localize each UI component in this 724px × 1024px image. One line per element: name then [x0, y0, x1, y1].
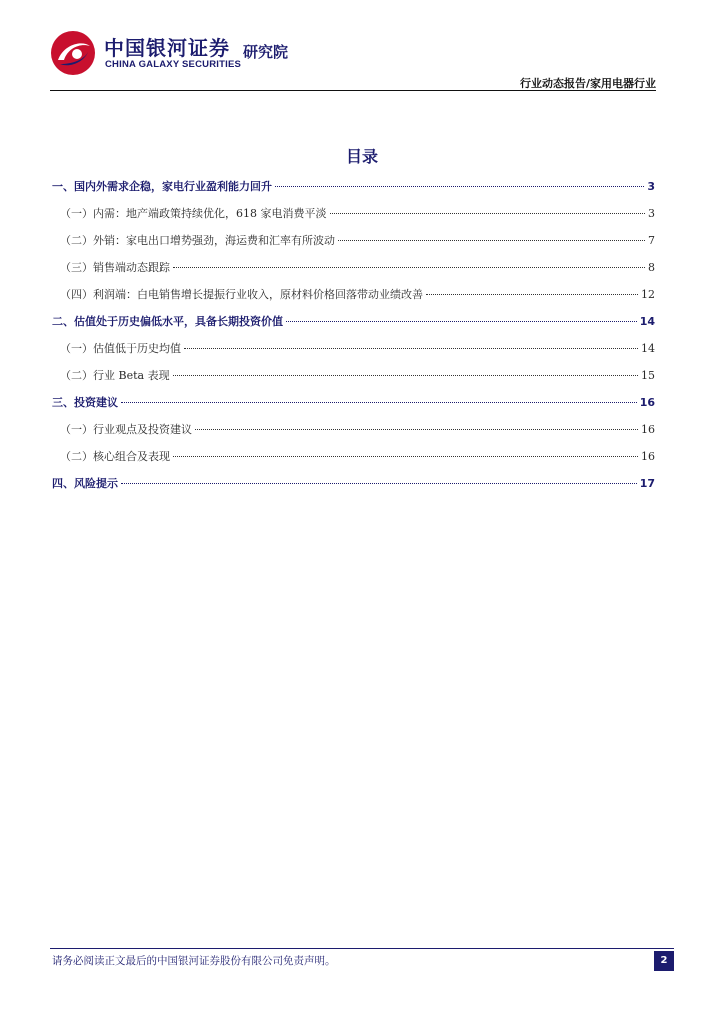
toc-entry-title: 三、投资建议	[52, 396, 118, 409]
toc-dot-leader	[338, 240, 645, 241]
toc-entry[interactable]	[52, 367, 655, 394]
toc-entry-page: 16	[641, 423, 655, 436]
toc-entry[interactable]	[52, 421, 655, 448]
toc-dot-leader	[184, 348, 638, 349]
toc-entry-page: 16	[641, 450, 655, 463]
toc-entry-title: 四、风险提示	[52, 477, 118, 490]
footer-divider	[50, 948, 674, 949]
toc-entry[interactable]	[52, 313, 655, 340]
toc-entry-title: （四）利润端：白电销售增长提振行业收入，原材料价格回落带动业绩改善	[60, 288, 423, 301]
toc-entry[interactable]	[52, 232, 655, 259]
toc-title: 目录	[345, 147, 378, 166]
toc-dot-leader	[121, 483, 637, 484]
galaxy-logo-icon	[50, 30, 96, 76]
page-number: 2	[654, 951, 674, 971]
toc-dot-leader	[173, 375, 638, 376]
toc-entry[interactable]	[52, 259, 655, 286]
toc-entry-title: （一）内需：地产端政策持续优化，618 家电消费平淡	[60, 207, 327, 220]
toc-entry-page: 16	[639, 396, 655, 409]
toc-entry-page: 8	[648, 261, 655, 274]
toc-entry-title: （二）行业 Beta 表现	[60, 369, 170, 382]
toc-entry[interactable]	[52, 205, 655, 232]
logo-english-name: CHINA GALAXY SECURITIES	[105, 59, 242, 70]
toc-entry[interactable]	[52, 394, 655, 421]
toc-entry[interactable]	[52, 475, 655, 502]
institute-label: 研究院	[243, 43, 289, 61]
toc-entry-title: （三）销售端动态跟踪	[60, 261, 170, 274]
table-of-contents	[52, 178, 655, 502]
toc-entry-title: 二、估值处于历史偏低水平，具备长期投资价值	[52, 315, 283, 328]
toc-entry-page: 14	[641, 342, 655, 355]
toc-entry-page: 14	[639, 315, 655, 328]
toc-entry-page: 3	[647, 180, 655, 193]
toc-dot-leader	[173, 456, 638, 457]
toc-entry-title: （二）外销：家电出口增势强劲，海运费和汇率有所波动	[60, 234, 335, 247]
toc-entry-page: 17	[639, 477, 655, 490]
toc-dot-leader	[286, 321, 637, 322]
toc-entry[interactable]	[52, 286, 655, 313]
footer-disclaimer: 请务必阅读正文最后的中国银河证券股份有限公司免责声明。	[52, 955, 336, 967]
toc-entry-title: （二）核心组合及表现	[60, 450, 170, 463]
logo-chinese-name: 中国银河证券	[104, 36, 230, 60]
company-logo	[50, 30, 310, 76]
toc-entry-page: 3	[648, 207, 655, 220]
toc-entry-title: （一）估值低于历史均值	[60, 342, 181, 355]
report-category: 行业动态报告/家用电器行业	[519, 77, 656, 90]
toc-entry[interactable]	[52, 178, 655, 205]
toc-entry[interactable]	[52, 448, 655, 475]
toc-dot-leader	[173, 267, 645, 268]
header-divider	[50, 90, 656, 91]
toc-entry[interactable]	[52, 340, 655, 367]
toc-entry-page: 12	[641, 288, 655, 301]
toc-entry-title: （一）行业观点及投资建议	[60, 423, 192, 436]
toc-dot-leader	[426, 294, 638, 295]
toc-dot-leader	[330, 213, 646, 214]
toc-dot-leader	[121, 402, 637, 403]
toc-dot-leader	[195, 429, 638, 430]
toc-entry-page: 7	[648, 234, 655, 247]
toc-dot-leader	[275, 186, 644, 187]
toc-entry-page: 15	[641, 369, 655, 382]
toc-entry-title: 一、国内外需求企稳，家电行业盈利能力回升	[52, 180, 272, 193]
